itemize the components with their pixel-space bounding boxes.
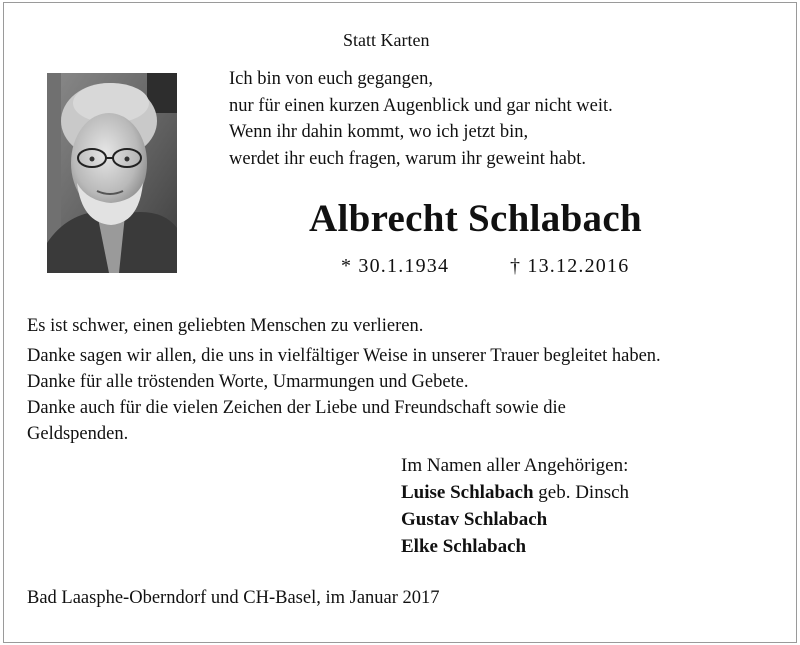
signatories bbox=[401, 452, 629, 560]
signatory-name: Elke Schlabach bbox=[401, 536, 527, 557]
message-line: Danke auch für die vielen Zeichen der Liebe und Freundschaft sowie die bbox=[27, 398, 566, 418]
death-date: † 13.12.2016 bbox=[510, 255, 630, 277]
deceased-name: Albrecht Schlabach bbox=[309, 197, 642, 240]
signatory bbox=[401, 533, 629, 560]
signatory-suffix: geb. Dinsch bbox=[533, 482, 630, 503]
signatory-name: Luise Schlabach bbox=[401, 482, 534, 503]
signatories-intro: Im Namen aller Angehörigen: bbox=[401, 455, 629, 476]
message-line: Geldspenden. bbox=[27, 424, 129, 444]
signatory bbox=[401, 506, 629, 533]
header-text: Statt Karten bbox=[343, 30, 430, 50]
signatory-name: Gustav Schlabach bbox=[401, 509, 548, 530]
portrait-photo-icon bbox=[47, 73, 177, 273]
poem-line: werdet ihr euch fragen, warum ihr geweint habt. bbox=[229, 148, 587, 169]
message-line: Danke für alle tröstenden Worte, Umarmungen und Gebete. bbox=[27, 372, 469, 392]
poem-line: nur für einen kurzen Augenblick und gar nicht weit. bbox=[229, 95, 613, 116]
birth-date: * 30.1.1934 bbox=[341, 255, 450, 277]
poem bbox=[229, 66, 613, 172]
signatory bbox=[401, 479, 629, 506]
poem-line: Wenn ihr dahin kommt, wo ich jetzt bin, bbox=[229, 122, 529, 142]
footer-place-date: Bad Laasphe-Oberndorf und CH-Basel, im Januar 2017 bbox=[27, 588, 440, 608]
message-line: Danke sagen wir allen, die uns in vielfältiger Weise in unserer Trauer begleitet haben. bbox=[27, 346, 661, 366]
poem-line: Ich bin von euch gegangen, bbox=[229, 69, 433, 89]
message-lead: Es ist schwer, einen geliebten Menschen zu verlieren. bbox=[27, 316, 424, 336]
message-body bbox=[27, 313, 661, 447]
